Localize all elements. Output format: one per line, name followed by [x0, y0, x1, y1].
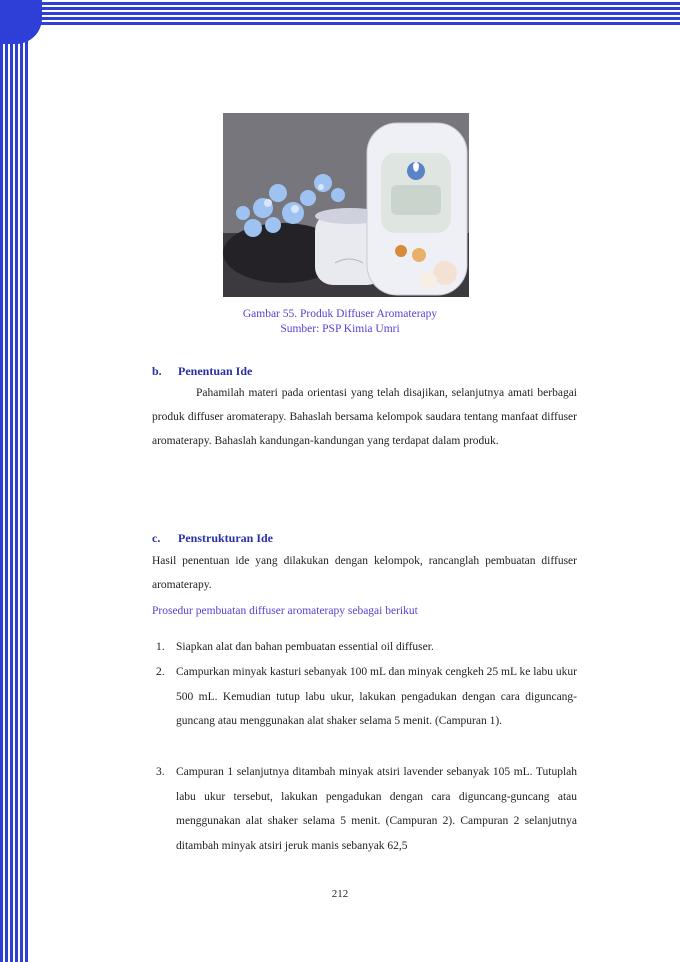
list-text: Campuran 1 selanjutnya ditambah minyak atsiri lavender sebanyak 105 mL. Tutuplah labu ukur tersebut, lakukan pengadukan dengan cara diguncang-guncang atau menggunakan alat shaker selama 5 menit. (Campuran 2). Campuran 2 selanjutnya ditambah minyak atsiri jeruk manis sebanyak 62,5 [176, 766, 577, 852]
product-photo [223, 113, 469, 297]
figure-source: Sumber: PSP Kimia Umri [280, 323, 400, 335]
section-title: Penentuan Ide [178, 364, 253, 378]
corner-decoration [0, 0, 42, 44]
left-border-stripes [0, 0, 28, 962]
list-number: 3. [156, 766, 165, 778]
diffuser-illustration [223, 113, 469, 297]
list-number: 2. [156, 666, 165, 678]
list-text: Siapkan alat dan bahan pembuatan essential oil diffuser. [176, 641, 434, 653]
section-c-paragraph: Hasil penentuan ide yang dilakukan dengan kelompok, rancanglah pembuatan diffuser aromaterapy. [152, 555, 577, 591]
section-number: c. [152, 531, 161, 545]
figure-caption: Gambar 55. Produk Diffuser Aromaterapy [242, 308, 438, 320]
section-b-paragraph: Pahamilah materi pada orientasi yang telah disajikan, selanjutnya amati berbagai produk diffuser aromaterapy. Bahaslah bersama kelompok saudara tentang manfaat diffuser aromaterapy. Bahaslah kandungan-kandungan yang terdapat dalam produk. [152, 387, 577, 447]
top-border-stripes [28, 2, 680, 26]
section-number: b. [152, 364, 162, 378]
list-number: 1. [156, 641, 165, 653]
page-number: 212 [331, 888, 349, 900]
section-heading-c [152, 531, 273, 546]
list-text: Campurkan minyak kasturi sebanyak 100 mL dan minyak cengkeh 25 mL ke labu ukur 500 mL. Kemudian tutup labu ukur, lakukan pengadukan dengan cara diguncang-guncang atau menggunakan alat shaker selama 5 menit. (Campuran 1). [176, 666, 577, 727]
section-title: Penstrukturan Ide [178, 531, 274, 545]
section-heading-b [152, 364, 252, 379]
procedure-title: Prosedur pembuatan diffuser aromaterapy sebagai berikut [152, 605, 418, 617]
